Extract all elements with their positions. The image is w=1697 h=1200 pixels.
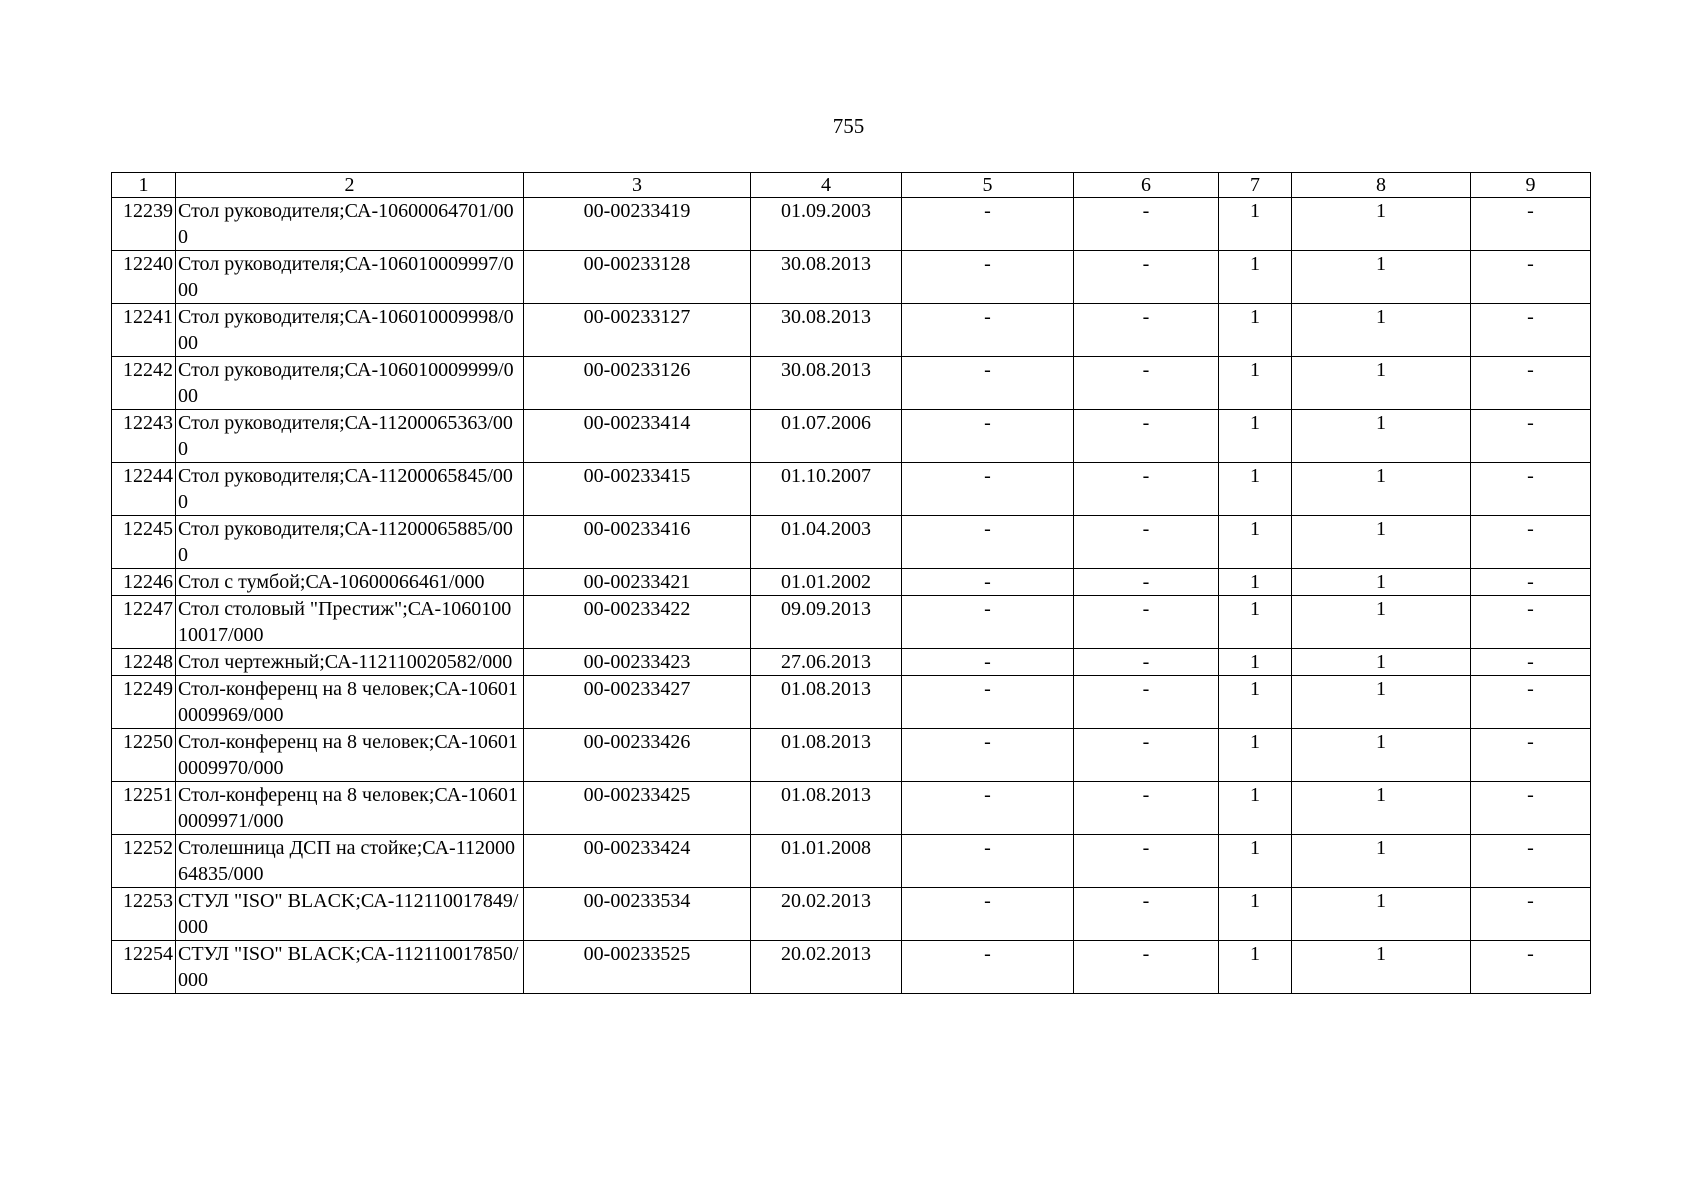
cell-col-7: 1 <box>1219 516 1292 569</box>
cell-col-6: - <box>1074 596 1219 649</box>
cell-date: 20.02.2013 <box>751 888 902 941</box>
cell-date: 01.07.2006 <box>751 410 902 463</box>
cell-number: 12240 <box>112 251 176 304</box>
column-header-5: 5 <box>902 173 1074 198</box>
cell-number: 12244 <box>112 463 176 516</box>
cell-col-5: - <box>902 516 1074 569</box>
table-row <box>112 251 1591 304</box>
cell-name: Стол с тумбой;СА-10600066461/000 <box>176 569 524 596</box>
table-row <box>112 835 1591 888</box>
column-header-3: 3 <box>524 173 751 198</box>
cell-col-8: 1 <box>1292 835 1471 888</box>
cell-col-9: - <box>1471 676 1591 729</box>
cell-col-5: - <box>902 649 1074 676</box>
cell-col-5: - <box>902 676 1074 729</box>
table-row <box>112 463 1591 516</box>
cell-number: 12252 <box>112 835 176 888</box>
cell-number: 12245 <box>112 516 176 569</box>
cell-col-7: 1 <box>1219 649 1292 676</box>
header-row <box>112 173 1591 198</box>
cell-col-6: - <box>1074 676 1219 729</box>
cell-name: Стол руководителя;СА-11200065845/000 <box>176 463 524 516</box>
cell-date: 30.08.2013 <box>751 357 902 410</box>
cell-col-7: 1 <box>1219 596 1292 649</box>
cell-col-7: 1 <box>1219 888 1292 941</box>
cell-col-6: - <box>1074 782 1219 835</box>
cell-name: Стол чертежный;СА-112110020582/000 <box>176 649 524 676</box>
cell-col-7: 1 <box>1219 198 1292 251</box>
table-body <box>112 198 1591 994</box>
cell-name: Стол-конференц на 8 человек;СА-106010009970/000 <box>176 729 524 782</box>
cell-col-7: 1 <box>1219 463 1292 516</box>
cell-col-9: - <box>1471 198 1591 251</box>
cell-col-9: - <box>1471 251 1591 304</box>
cell-col-7: 1 <box>1219 782 1292 835</box>
cell-col-8: 1 <box>1292 516 1471 569</box>
cell-name: Стол руководителя;СА-106010009999/000 <box>176 357 524 410</box>
cell-col-5: - <box>902 304 1074 357</box>
cell-number: 12249 <box>112 676 176 729</box>
column-header-4: 4 <box>751 173 902 198</box>
cell-col-5: - <box>902 251 1074 304</box>
column-header-8: 8 <box>1292 173 1471 198</box>
cell-inventory-code: 00-00233425 <box>524 782 751 835</box>
cell-col-6: - <box>1074 463 1219 516</box>
cell-col-5: - <box>902 835 1074 888</box>
cell-col-6: - <box>1074 516 1219 569</box>
cell-inventory-code: 00-00233419 <box>524 198 751 251</box>
table-row <box>112 357 1591 410</box>
cell-name: Столешница ДСП на стойке;СА-11200064835/000 <box>176 835 524 888</box>
cell-col-7: 1 <box>1219 357 1292 410</box>
cell-col-7: 1 <box>1219 304 1292 357</box>
cell-col-8: 1 <box>1292 596 1471 649</box>
cell-date: 01.01.2008 <box>751 835 902 888</box>
cell-col-6: - <box>1074 569 1219 596</box>
cell-col-6: - <box>1074 198 1219 251</box>
cell-col-6: - <box>1074 835 1219 888</box>
cell-col-8: 1 <box>1292 569 1471 596</box>
cell-col-7: 1 <box>1219 410 1292 463</box>
cell-name: Стол руководителя;СА-11200065363/000 <box>176 410 524 463</box>
cell-col-9: - <box>1471 463 1591 516</box>
table-row <box>112 676 1591 729</box>
cell-date: 30.08.2013 <box>751 304 902 357</box>
cell-col-7: 1 <box>1219 729 1292 782</box>
cell-inventory-code: 00-00233525 <box>524 941 751 994</box>
cell-col-6: - <box>1074 251 1219 304</box>
column-header-6: 6 <box>1074 173 1219 198</box>
cell-col-6: - <box>1074 941 1219 994</box>
cell-name: Стол руководителя;СА-106010009998/000 <box>176 304 524 357</box>
cell-col-5: - <box>902 596 1074 649</box>
table-row <box>112 596 1591 649</box>
cell-col-5: - <box>902 357 1074 410</box>
cell-col-9: - <box>1471 888 1591 941</box>
cell-col-5: - <box>902 198 1074 251</box>
cell-number: 12243 <box>112 410 176 463</box>
cell-col-9: - <box>1471 729 1591 782</box>
table-row <box>112 516 1591 569</box>
cell-col-5: - <box>902 941 1074 994</box>
cell-number: 12246 <box>112 569 176 596</box>
cell-number: 12239 <box>112 198 176 251</box>
column-header-1: 1 <box>112 173 176 198</box>
cell-col-8: 1 <box>1292 676 1471 729</box>
cell-date: 01.09.2003 <box>751 198 902 251</box>
cell-inventory-code: 00-00233127 <box>524 304 751 357</box>
cell-date: 20.02.2013 <box>751 941 902 994</box>
cell-col-8: 1 <box>1292 357 1471 410</box>
cell-inventory-code: 00-00233126 <box>524 357 751 410</box>
cell-col-6: - <box>1074 304 1219 357</box>
cell-number: 12247 <box>112 596 176 649</box>
column-header-2: 2 <box>176 173 524 198</box>
cell-col-9: - <box>1471 516 1591 569</box>
cell-col-6: - <box>1074 649 1219 676</box>
table-row <box>112 888 1591 941</box>
cell-inventory-code: 00-00233416 <box>524 516 751 569</box>
cell-col-7: 1 <box>1219 941 1292 994</box>
cell-col-7: 1 <box>1219 251 1292 304</box>
cell-number: 12253 <box>112 888 176 941</box>
cell-number: 12251 <box>112 782 176 835</box>
cell-date: 09.09.2013 <box>751 596 902 649</box>
cell-inventory-code: 00-00233534 <box>524 888 751 941</box>
cell-col-9: - <box>1471 596 1591 649</box>
cell-name: Стол руководителя;СА-10600064701/000 <box>176 198 524 251</box>
cell-col-8: 1 <box>1292 410 1471 463</box>
cell-col-9: - <box>1471 410 1591 463</box>
cell-name: Стол руководителя;СА-106010009997/000 <box>176 251 524 304</box>
cell-inventory-code: 00-00233422 <box>524 596 751 649</box>
cell-col-8: 1 <box>1292 198 1471 251</box>
cell-number: 12250 <box>112 729 176 782</box>
cell-col-5: - <box>902 569 1074 596</box>
cell-col-9: - <box>1471 835 1591 888</box>
cell-inventory-code: 00-00233421 <box>524 569 751 596</box>
cell-col-9: - <box>1471 649 1591 676</box>
cell-col-8: 1 <box>1292 941 1471 994</box>
cell-number: 12241 <box>112 304 176 357</box>
cell-name: СТУЛ "ISO" BLACK;СА-112110017850/000 <box>176 941 524 994</box>
cell-col-8: 1 <box>1292 782 1471 835</box>
table-row <box>112 304 1591 357</box>
cell-col-9: - <box>1471 569 1591 596</box>
column-header-9: 9 <box>1471 173 1591 198</box>
cell-date: 01.08.2013 <box>751 729 902 782</box>
cell-col-9: - <box>1471 782 1591 835</box>
cell-inventory-code: 00-00233424 <box>524 835 751 888</box>
column-header-7: 7 <box>1219 173 1292 198</box>
table-header <box>112 173 1591 198</box>
cell-col-5: - <box>902 782 1074 835</box>
register-table <box>111 172 1591 994</box>
cell-name: Стол-конференц на 8 человек;СА-106010009969/000 <box>176 676 524 729</box>
cell-date: 30.08.2013 <box>751 251 902 304</box>
cell-col-6: - <box>1074 410 1219 463</box>
page-number: 755 <box>832 114 865 138</box>
cell-date: 01.08.2013 <box>751 676 902 729</box>
cell-col-8: 1 <box>1292 649 1471 676</box>
cell-col-8: 1 <box>1292 304 1471 357</box>
cell-inventory-code: 00-00233426 <box>524 729 751 782</box>
cell-date: 01.04.2003 <box>751 516 902 569</box>
cell-inventory-code: 00-00233427 <box>524 676 751 729</box>
cell-name: Стол-конференц на 8 человек;СА-106010009971/000 <box>176 782 524 835</box>
cell-name: Стол руководителя;СА-11200065885/000 <box>176 516 524 569</box>
cell-col-5: - <box>902 888 1074 941</box>
cell-name: Стол столовый "Престиж";СА-106010010017/000 <box>176 596 524 649</box>
table-row <box>112 569 1591 596</box>
cell-col-7: 1 <box>1219 835 1292 888</box>
cell-name: СТУЛ "ISO" BLACK;СА-112110017849/000 <box>176 888 524 941</box>
cell-date: 01.08.2013 <box>751 782 902 835</box>
cell-col-9: - <box>1471 941 1591 994</box>
cell-col-8: 1 <box>1292 729 1471 782</box>
cell-inventory-code: 00-00233414 <box>524 410 751 463</box>
cell-inventory-code: 00-00233128 <box>524 251 751 304</box>
cell-col-5: - <box>902 729 1074 782</box>
cell-col-7: 1 <box>1219 569 1292 596</box>
cell-col-9: - <box>1471 304 1591 357</box>
table-row <box>112 941 1591 994</box>
table-row <box>112 198 1591 251</box>
cell-col-8: 1 <box>1292 463 1471 516</box>
table-row <box>112 729 1591 782</box>
cell-number: 12254 <box>112 941 176 994</box>
cell-col-6: - <box>1074 729 1219 782</box>
cell-inventory-code: 00-00233415 <box>524 463 751 516</box>
cell-date: 01.10.2007 <box>751 463 902 516</box>
table-row <box>112 410 1591 463</box>
table-row <box>112 649 1591 676</box>
cell-number: 12248 <box>112 649 176 676</box>
cell-col-6: - <box>1074 357 1219 410</box>
cell-col-9: - <box>1471 357 1591 410</box>
cell-col-8: 1 <box>1292 888 1471 941</box>
cell-col-7: 1 <box>1219 676 1292 729</box>
cell-col-5: - <box>902 410 1074 463</box>
cell-col-6: - <box>1074 888 1219 941</box>
cell-number: 12242 <box>112 357 176 410</box>
cell-col-5: - <box>902 463 1074 516</box>
cell-date: 01.01.2002 <box>751 569 902 596</box>
cell-col-8: 1 <box>1292 251 1471 304</box>
cell-date: 27.06.2013 <box>751 649 902 676</box>
table-row <box>112 782 1591 835</box>
cell-inventory-code: 00-00233423 <box>524 649 751 676</box>
